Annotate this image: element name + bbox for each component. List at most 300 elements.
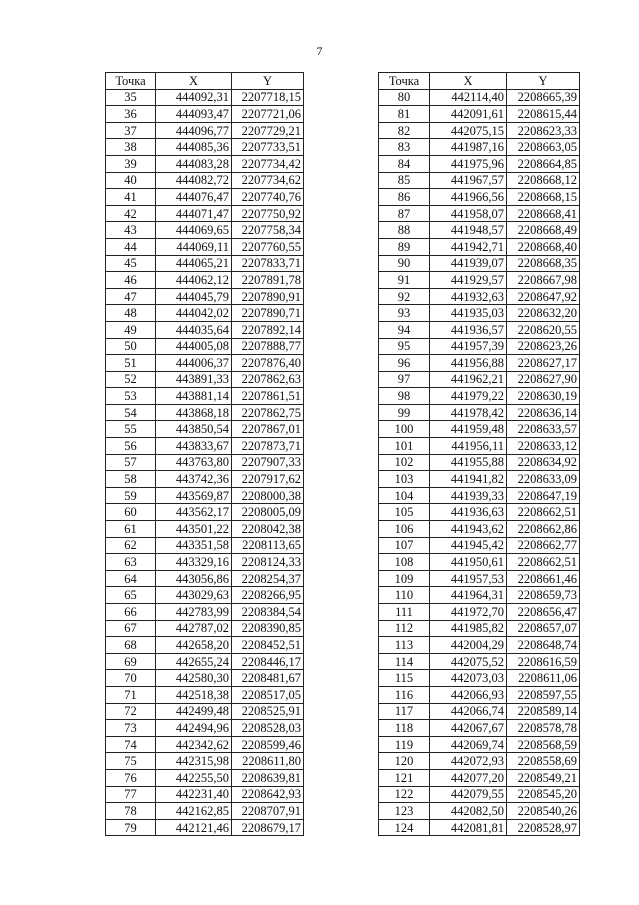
y-cell: 2207750,92	[232, 205, 304, 222]
point-cell: 53	[106, 388, 156, 405]
point-cell: 107	[379, 537, 430, 554]
x-cell: 444042,02	[156, 305, 232, 322]
x-cell: 443029,63	[156, 587, 232, 604]
point-cell: 105	[379, 504, 430, 521]
y-cell: 2208124,33	[232, 554, 304, 571]
y-cell: 2208657,07	[507, 620, 580, 637]
y-cell: 2208000,38	[232, 487, 304, 504]
y-cell: 2208707,91	[232, 803, 304, 820]
x-cell: 442787,02	[156, 620, 232, 637]
table-row	[106, 819, 304, 836]
point-cell: 86	[379, 189, 430, 206]
table-row	[106, 421, 304, 438]
table-row	[106, 753, 304, 770]
table-row	[106, 172, 304, 189]
point-cell: 91	[379, 272, 430, 289]
x-cell: 442315,98	[156, 753, 232, 770]
y-cell: 2207873,71	[232, 438, 304, 455]
y-cell: 2208662,86	[507, 521, 580, 538]
y-cell: 2208627,17	[507, 355, 580, 372]
point-cell: 40	[106, 172, 156, 189]
table-row	[379, 288, 580, 305]
point-cell: 103	[379, 471, 430, 488]
point-cell: 64	[106, 570, 156, 587]
x-cell: 442066,74	[430, 703, 507, 720]
y-cell: 2207867,01	[232, 421, 304, 438]
y-cell: 2207892,14	[232, 321, 304, 338]
table-row	[379, 155, 580, 172]
table-row	[106, 620, 304, 637]
y-cell: 2208568,59	[507, 736, 580, 753]
x-cell: 442091,61	[430, 106, 507, 123]
header-y: Y	[232, 73, 304, 90]
x-cell: 441955,88	[430, 454, 507, 471]
table-row	[106, 653, 304, 670]
y-cell: 2208639,81	[232, 769, 304, 786]
y-cell: 2207890,91	[232, 288, 304, 305]
x-cell: 443742,36	[156, 471, 232, 488]
y-cell: 2207729,21	[232, 122, 304, 139]
y-cell: 2208627,90	[507, 371, 580, 388]
y-cell: 2208663,05	[507, 139, 580, 156]
table-row	[379, 305, 580, 322]
point-cell: 75	[106, 753, 156, 770]
table-row	[379, 670, 580, 687]
point-cell: 76	[106, 769, 156, 786]
x-cell: 442162,85	[156, 803, 232, 820]
x-cell: 442004,29	[430, 637, 507, 654]
point-cell: 72	[106, 703, 156, 720]
table-row	[106, 338, 304, 355]
x-cell: 442067,67	[430, 720, 507, 737]
point-cell: 38	[106, 139, 156, 156]
y-cell: 2207734,42	[232, 155, 304, 172]
x-cell: 441929,57	[430, 272, 507, 289]
point-cell: 96	[379, 355, 430, 372]
point-cell: 59	[106, 487, 156, 504]
point-cell: 49	[106, 321, 156, 338]
point-cell: 41	[106, 189, 156, 206]
table-row	[106, 736, 304, 753]
header-y: Y	[507, 73, 580, 90]
x-cell: 442783,99	[156, 604, 232, 621]
point-cell: 99	[379, 404, 430, 421]
y-cell: 2208642,93	[232, 786, 304, 803]
point-cell: 78	[106, 803, 156, 820]
x-cell: 443329,16	[156, 554, 232, 571]
point-cell: 118	[379, 720, 430, 737]
x-cell: 441978,42	[430, 404, 507, 421]
table-row	[106, 487, 304, 504]
point-cell: 60	[106, 504, 156, 521]
table-row	[379, 222, 580, 239]
x-cell: 441972,70	[430, 604, 507, 621]
x-cell: 441935,03	[430, 305, 507, 322]
y-cell: 2208623,26	[507, 338, 580, 355]
x-cell: 443501,22	[156, 521, 232, 538]
y-cell: 2207891,78	[232, 272, 304, 289]
point-cell: 56	[106, 438, 156, 455]
y-cell: 2208668,49	[507, 222, 580, 239]
point-cell: 63	[106, 554, 156, 571]
x-cell: 442081,81	[430, 819, 507, 836]
table-row	[106, 604, 304, 621]
table-row	[379, 321, 580, 338]
x-cell: 444005,08	[156, 338, 232, 355]
point-cell: 47	[106, 288, 156, 305]
table-row	[106, 454, 304, 471]
point-cell: 83	[379, 139, 430, 156]
point-cell: 80	[379, 89, 430, 106]
x-cell: 443881,14	[156, 388, 232, 405]
y-cell: 2207721,06	[232, 106, 304, 123]
table-row	[379, 521, 580, 538]
x-cell: 441957,39	[430, 338, 507, 355]
y-cell: 2208634,92	[507, 454, 580, 471]
x-cell: 444069,65	[156, 222, 232, 239]
table-header-row	[379, 73, 580, 90]
point-cell: 115	[379, 670, 430, 687]
point-cell: 112	[379, 620, 430, 637]
point-cell: 36	[106, 106, 156, 123]
y-cell: 2208597,55	[507, 686, 580, 703]
x-cell: 441939,33	[430, 487, 507, 504]
point-cell: 111	[379, 604, 430, 621]
x-cell: 442075,15	[430, 122, 507, 139]
table-row	[106, 189, 304, 206]
x-cell: 441962,21	[430, 371, 507, 388]
table-row	[379, 570, 580, 587]
table-row	[379, 106, 580, 123]
point-cell: 50	[106, 338, 156, 355]
table-row	[106, 106, 304, 123]
y-cell: 2207833,71	[232, 255, 304, 272]
point-cell: 104	[379, 487, 430, 504]
point-cell: 85	[379, 172, 430, 189]
x-cell: 442069,74	[430, 736, 507, 753]
table-row	[379, 769, 580, 786]
table-row	[106, 554, 304, 571]
table-row	[106, 371, 304, 388]
table-row	[379, 803, 580, 820]
point-cell: 68	[106, 637, 156, 654]
y-cell: 2208611,80	[232, 753, 304, 770]
table-row	[379, 753, 580, 770]
table-row	[106, 305, 304, 322]
table-row	[379, 355, 580, 372]
table-row	[379, 338, 580, 355]
x-cell: 444069,11	[156, 238, 232, 255]
table-row	[379, 371, 580, 388]
x-cell: 442077,20	[430, 769, 507, 786]
coordinates-table-left	[105, 72, 304, 836]
table-row	[106, 205, 304, 222]
point-cell: 73	[106, 720, 156, 737]
point-cell: 74	[106, 736, 156, 753]
y-cell: 2208647,19	[507, 487, 580, 504]
x-cell: 441958,07	[430, 205, 507, 222]
table-row	[379, 554, 580, 571]
point-cell: 88	[379, 222, 430, 239]
x-cell: 441975,96	[430, 155, 507, 172]
x-cell: 443056,86	[156, 570, 232, 587]
table-row	[106, 504, 304, 521]
y-cell: 2208545,20	[507, 786, 580, 803]
point-cell: 77	[106, 786, 156, 803]
point-cell: 109	[379, 570, 430, 587]
table-row	[106, 272, 304, 289]
point-cell: 79	[106, 819, 156, 836]
x-cell: 443833,67	[156, 438, 232, 455]
table-row	[379, 637, 580, 654]
y-cell: 2208620,55	[507, 321, 580, 338]
table-row	[379, 819, 580, 836]
x-cell: 441967,57	[430, 172, 507, 189]
y-cell: 2208611,06	[507, 670, 580, 687]
y-cell: 2208630,19	[507, 388, 580, 405]
point-cell: 87	[379, 205, 430, 222]
point-cell: 98	[379, 388, 430, 405]
x-cell: 441942,71	[430, 238, 507, 255]
point-cell: 69	[106, 653, 156, 670]
x-cell: 442580,30	[156, 670, 232, 687]
x-cell: 442518,38	[156, 686, 232, 703]
y-cell: 2208589,14	[507, 703, 580, 720]
header-point: Точка	[379, 73, 430, 90]
point-cell: 101	[379, 438, 430, 455]
table-row	[106, 537, 304, 554]
point-cell: 67	[106, 620, 156, 637]
x-cell: 443868,18	[156, 404, 232, 421]
x-cell: 444083,28	[156, 155, 232, 172]
x-cell: 444096,77	[156, 122, 232, 139]
y-cell: 2208042,38	[232, 521, 304, 538]
y-cell: 2208384,54	[232, 604, 304, 621]
y-cell: 2208667,98	[507, 272, 580, 289]
y-cell: 2207862,75	[232, 404, 304, 421]
x-cell: 442499,48	[156, 703, 232, 720]
x-cell: 444006,37	[156, 355, 232, 372]
x-cell: 442082,50	[430, 803, 507, 820]
x-cell: 441943,62	[430, 521, 507, 538]
y-cell: 2208005,09	[232, 504, 304, 521]
table-row	[379, 720, 580, 737]
y-cell: 2208633,12	[507, 438, 580, 455]
x-cell: 441945,42	[430, 537, 507, 554]
table-row	[379, 238, 580, 255]
x-cell: 441964,31	[430, 587, 507, 604]
table-row	[106, 686, 304, 703]
y-cell: 2208623,33	[507, 122, 580, 139]
x-cell: 443562,17	[156, 504, 232, 521]
x-cell: 443763,80	[156, 454, 232, 471]
x-cell: 441939,07	[430, 255, 507, 272]
x-cell: 443850,54	[156, 421, 232, 438]
y-cell: 2208668,35	[507, 255, 580, 272]
x-cell: 441985,82	[430, 620, 507, 637]
x-cell: 442066,93	[430, 686, 507, 703]
table-row	[379, 736, 580, 753]
x-cell: 441957,53	[430, 570, 507, 587]
table-row	[379, 122, 580, 139]
x-cell: 444082,72	[156, 172, 232, 189]
point-cell: 45	[106, 255, 156, 272]
x-cell: 444035,64	[156, 321, 232, 338]
y-cell: 2208254,37	[232, 570, 304, 587]
table-row	[106, 769, 304, 786]
y-cell: 2207740,76	[232, 189, 304, 206]
x-cell: 444076,47	[156, 189, 232, 206]
point-cell: 84	[379, 155, 430, 172]
y-cell: 2208616,59	[507, 653, 580, 670]
x-cell: 442231,40	[156, 786, 232, 803]
table-row	[106, 122, 304, 139]
y-cell: 2207917,62	[232, 471, 304, 488]
x-cell: 441941,82	[430, 471, 507, 488]
y-cell: 2208661,46	[507, 570, 580, 587]
y-cell: 2207758,34	[232, 222, 304, 239]
point-cell: 124	[379, 819, 430, 836]
x-cell: 442075,52	[430, 653, 507, 670]
y-cell: 2208664,85	[507, 155, 580, 172]
x-cell: 441956,88	[430, 355, 507, 372]
y-cell: 2208540,26	[507, 803, 580, 820]
table-row	[379, 172, 580, 189]
x-cell: 442079,55	[430, 786, 507, 803]
y-cell: 2208266,95	[232, 587, 304, 604]
table-row	[379, 604, 580, 621]
table-row	[379, 139, 580, 156]
y-cell: 2207734,62	[232, 172, 304, 189]
y-cell: 2208390,85	[232, 620, 304, 637]
point-cell: 122	[379, 786, 430, 803]
y-cell: 2208648,74	[507, 637, 580, 654]
table-row	[379, 686, 580, 703]
x-cell: 441936,63	[430, 504, 507, 521]
point-cell: 37	[106, 122, 156, 139]
table-row	[379, 454, 580, 471]
table-row	[379, 471, 580, 488]
x-cell: 444062,12	[156, 272, 232, 289]
point-cell: 94	[379, 321, 430, 338]
y-cell: 2208549,21	[507, 769, 580, 786]
table-row	[379, 438, 580, 455]
point-cell: 114	[379, 653, 430, 670]
table-row	[106, 438, 304, 455]
table-row	[379, 653, 580, 670]
point-cell: 89	[379, 238, 430, 255]
point-cell: 95	[379, 338, 430, 355]
x-cell: 441987,16	[430, 139, 507, 156]
point-cell: 108	[379, 554, 430, 571]
y-cell: 2208578,78	[507, 720, 580, 737]
point-cell: 35	[106, 89, 156, 106]
y-cell: 2208452,51	[232, 637, 304, 654]
table-row	[379, 587, 580, 604]
y-cell: 2208662,51	[507, 504, 580, 521]
point-cell: 43	[106, 222, 156, 239]
y-cell: 2208679,17	[232, 819, 304, 836]
x-cell: 444071,47	[156, 205, 232, 222]
table-row	[106, 238, 304, 255]
table-row	[379, 189, 580, 206]
x-cell: 442073,03	[430, 670, 507, 687]
y-cell: 2207861,51	[232, 388, 304, 405]
point-cell: 42	[106, 205, 156, 222]
point-cell: 119	[379, 736, 430, 753]
y-cell: 2208662,51	[507, 554, 580, 571]
table-row	[106, 321, 304, 338]
x-cell: 441948,57	[430, 222, 507, 239]
x-cell: 442121,46	[156, 819, 232, 836]
y-cell: 2207733,51	[232, 139, 304, 156]
x-cell: 441950,61	[430, 554, 507, 571]
y-cell: 2207862,63	[232, 371, 304, 388]
table-row	[106, 388, 304, 405]
y-cell: 2208668,40	[507, 238, 580, 255]
table-row	[379, 388, 580, 405]
y-cell: 2208481,67	[232, 670, 304, 687]
table-row	[106, 139, 304, 156]
table-row	[379, 504, 580, 521]
point-cell: 51	[106, 355, 156, 372]
y-cell: 2208633,57	[507, 421, 580, 438]
x-cell: 441932,63	[430, 288, 507, 305]
table-row	[106, 570, 304, 587]
page-number: 7	[316, 44, 323, 58]
header-point: Точка	[106, 73, 156, 90]
point-cell: 58	[106, 471, 156, 488]
point-cell: 121	[379, 769, 430, 786]
y-cell: 2208665,39	[507, 89, 580, 106]
point-cell: 39	[106, 155, 156, 172]
point-cell: 57	[106, 454, 156, 471]
y-cell: 2208659,73	[507, 587, 580, 604]
point-cell: 117	[379, 703, 430, 720]
table-row	[379, 205, 580, 222]
table-row	[106, 355, 304, 372]
table-row	[106, 222, 304, 239]
table-row	[106, 521, 304, 538]
table-row	[379, 537, 580, 554]
y-cell: 2208446,17	[232, 653, 304, 670]
y-cell: 2207876,40	[232, 355, 304, 372]
table-row	[106, 89, 304, 106]
table-row	[106, 404, 304, 421]
point-cell: 46	[106, 272, 156, 289]
x-cell: 442072,93	[430, 753, 507, 770]
point-cell: 113	[379, 637, 430, 654]
point-cell: 65	[106, 587, 156, 604]
y-cell: 2208113,65	[232, 537, 304, 554]
table-row	[379, 255, 580, 272]
table-header-row	[106, 73, 304, 90]
x-cell: 442658,20	[156, 637, 232, 654]
x-cell: 442255,50	[156, 769, 232, 786]
x-cell: 442655,24	[156, 653, 232, 670]
y-cell: 2208632,20	[507, 305, 580, 322]
x-cell: 443891,33	[156, 371, 232, 388]
x-cell: 444085,36	[156, 139, 232, 156]
table-row	[379, 487, 580, 504]
x-cell: 443569,87	[156, 487, 232, 504]
y-cell: 2208633,09	[507, 471, 580, 488]
x-cell: 444065,21	[156, 255, 232, 272]
y-cell: 2208668,41	[507, 205, 580, 222]
y-cell: 2208668,15	[507, 189, 580, 206]
table-row	[106, 803, 304, 820]
x-cell: 441979,22	[430, 388, 507, 405]
